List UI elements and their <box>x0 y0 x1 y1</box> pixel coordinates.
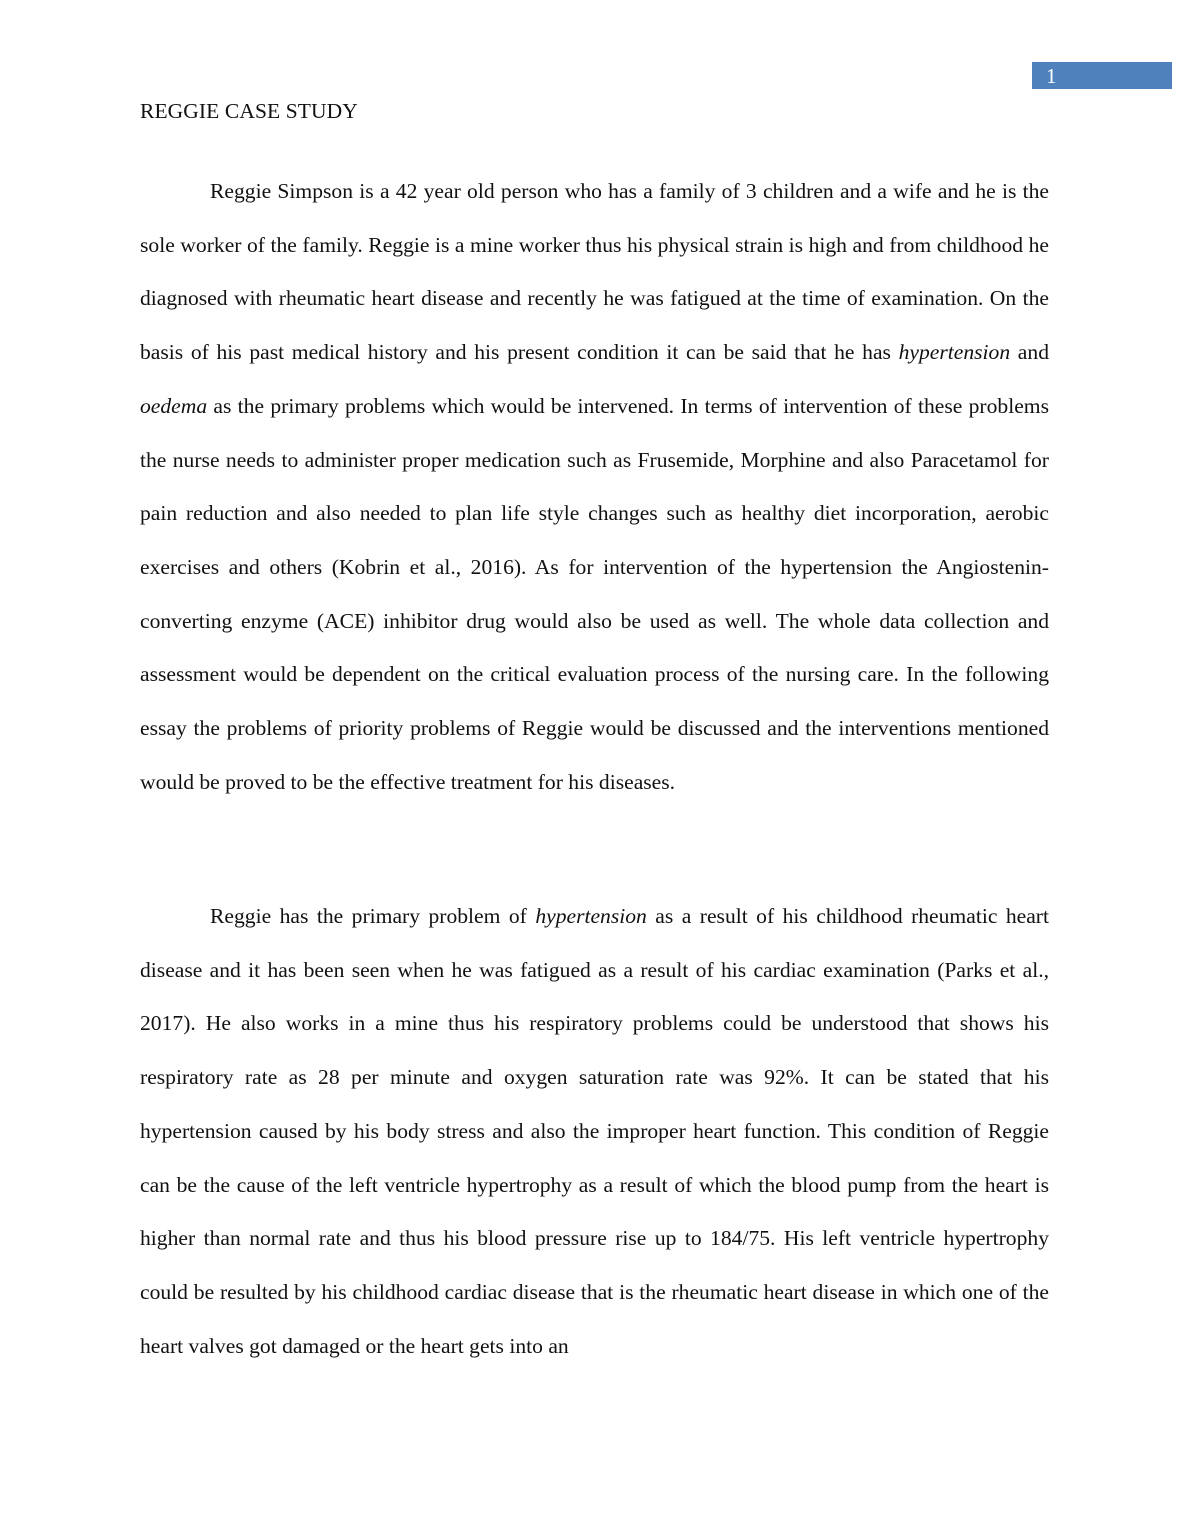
paragraph-2-text-b: as a result of his childhood rheumatic heart disease and it has been seen when he was fatigued as a result of his cardiac examination (Parks et al., 2017). He also works in a mine thus his respiratory problems could be understood that shows his respiratory rate as 28 per minute and oxygen saturation rate was 92%. It can be stated that his hypertension caused by his body stress and also the improper heart function. This condition of Reggie can be the cause of the left ventricle hypertrophy as a result of which the blood pump from the heart is higher than normal rate and thus his blood pressure rise up to 184/75. His left ventricle hypertrophy could be resulted by his childhood cardiac disease that is the rheumatic heart disease in which one of the heart valves got damaged or the heart gets into an <box>140 904 1050 1358</box>
paragraph-1-text-b: and <box>1010 340 1049 365</box>
paragraph-1-text-a: Reggie Simpson is a 42 year old person who has a family of 3 children and a wife and he is the sole worker of the family. Reggie is a mine worker thus his physical strain is high and from childhood he diagnosed with rheumatic heart disease and recently he was fatigued at the time of examination. On the basis of his past medical history and his present condition it can be said that he has <box>140 179 1049 365</box>
body-paragraph-2 <box>140 890 1049 1373</box>
paragraph-1-italic-hypertension: hypertension <box>898 340 1011 365</box>
running-head: REGGIE CASE STUDY <box>140 99 358 123</box>
body-paragraph-2-block <box>140 890 1049 1373</box>
paragraph-1-text-c: as the primary problems which would be intervened. In terms of intervention of these problems the nurse needs to administer proper medication such as Frusemide, Morphine and also Paracetamol for pain reduction and also needed to plan life style changes such as healthy diet incorporation, aerobic exercises and others (Kobrin et al., 2016). As for intervention of the hypertension the Angiostenin-converting enzyme (ACE) inhibitor drug would also be used as well. The whole data collection and assessment would be dependent on the critical evaluation process of the nursing care. In the following essay the problems of priority problems of Reggie would be discussed and the interventions mentioned would be proved to be the effective treatment for his diseases. <box>140 393 1049 794</box>
page-number-box <box>1032 62 1172 89</box>
page-number: 1 <box>1046 64 1057 88</box>
paragraph-2-text-a: Reggie has the primary problem of <box>210 904 536 928</box>
paragraph-2-italic-hypertension: hypertension <box>535 904 647 928</box>
body-paragraph-1 <box>140 165 1049 809</box>
body-paragraph-1-block <box>140 165 1049 809</box>
paragraph-1-italic-oedema: oedema <box>140 393 208 418</box>
